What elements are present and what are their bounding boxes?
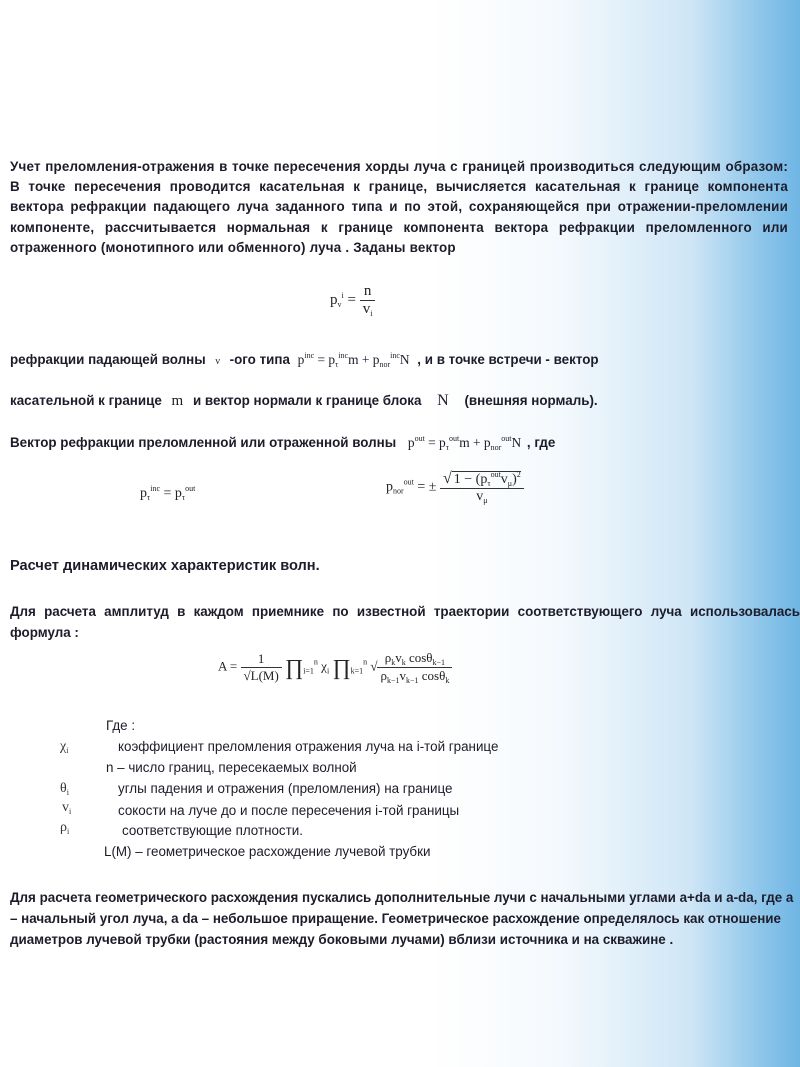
amplitude-intro: Для расчета амплитуд в каждом приемнике по известной траектории соответствующего луча использовалась формула : [10,604,800,640]
tangent-text-a: касательной к границе [10,393,162,408]
rho-description: соответствующие плотности. [122,823,303,838]
incident-text-b: -ого типа [229,352,290,367]
lm-description: L(M) – геометрическое расхождение лучевой трубки [104,844,431,859]
formula-refracted-vector: $p^{out} = p_\tau^{out}m + p_{nor}^{out}N$ [407,434,522,452]
formula-tangent-equality: $p_\tau^{inc} = p_\tau^{out}$ [140,484,196,502]
incident-text-c: , и в точке встречи - вектор [417,352,599,367]
tangent-text-c: (внешняя нормаль). [464,393,598,408]
where-label: Где : [106,718,136,733]
rho-symbol: $\rho_i$ [60,820,70,836]
formula-amplitude: A = $\frac{1}{√L(M)}$ $\prod_{i=1}^n$ $\chi_i$ $\prod_{k=1}^n$ √ $\frac{\rho_kv_k \cos\theta_{k-1}}{\rho_{k-1}v_{k-1} \cos\theta_k}$ [218,650,452,685]
formula-nu-symbol: ν [215,356,220,367]
v-symbol: $v_i$ [62,800,72,816]
tangent-text-b: и вектор нормали к границе блока [192,393,422,408]
v-description: сокости на луче до и после пересечения i-той границы [118,803,460,818]
n-description: n – число границ, пересекаемых волной [106,760,357,775]
line-tangent [10,392,598,410]
formula-m-symbol: m [171,393,184,409]
refracted-text-b: , где [526,435,556,450]
refracted-text-a: Вектор рефракции преломленной или отраженной волны [10,435,397,450]
line-incident [10,351,599,369]
formula-incident-vector: $p^{inc} = p_\tau^{inc}m + p_{nor}^{inc}N$ [297,351,410,369]
line-refracted [10,434,555,452]
chi-description: коэффициент преломления отражения луча на i-той границе [118,739,499,754]
theta-symbol: $\theta_i$ [60,781,69,797]
chi-symbol: $\chi_i$ [60,739,69,755]
formula-given-vector: $p_v^i$ = $\frac{n}{v_i}$ [330,283,375,318]
formula-n-symbol: N [437,392,449,409]
theta-description: углы падения и отражения (преломления) на границе [118,781,453,796]
intro-paragraph: Учет преломления-отражения в точке пересечения хорды луча с границей производиться следующим образом: В точке пересечения проводится касательная к границе, вычисляется касательная к границе компонента вектора рефракции падающего луча заданного типа и по этой, сохраняющейся при отражении-преломлении компоненте, рассчитывается нормальная к границе компонента вектора рефракции преломленного или отраженного (монотипного или обменного) луча . Заданы вектор [10,159,788,255]
section-heading: Расчет динамических характеристик волн. [10,558,320,574]
closing-paragraph: Для расчета геометрического расхождения пускались дополнительные лучи с начальными углами a+da и a-da, где a – начальный угол луча, a da – небольшое приращение. Геометрическое расхождение определялось как отношение диаметров лучевой трубки (растояния между боковыми лучами) вблизи источника и на скважине . [10,890,794,947]
formula-normal-component: $p_{nor}^{out}$ = ± $\frac{√ 1 - (p_\tau^{out}v_\mu)^2}{v_\mu}$ [386,470,524,505]
incident-text-a: рефракции падающей волны [10,352,206,367]
